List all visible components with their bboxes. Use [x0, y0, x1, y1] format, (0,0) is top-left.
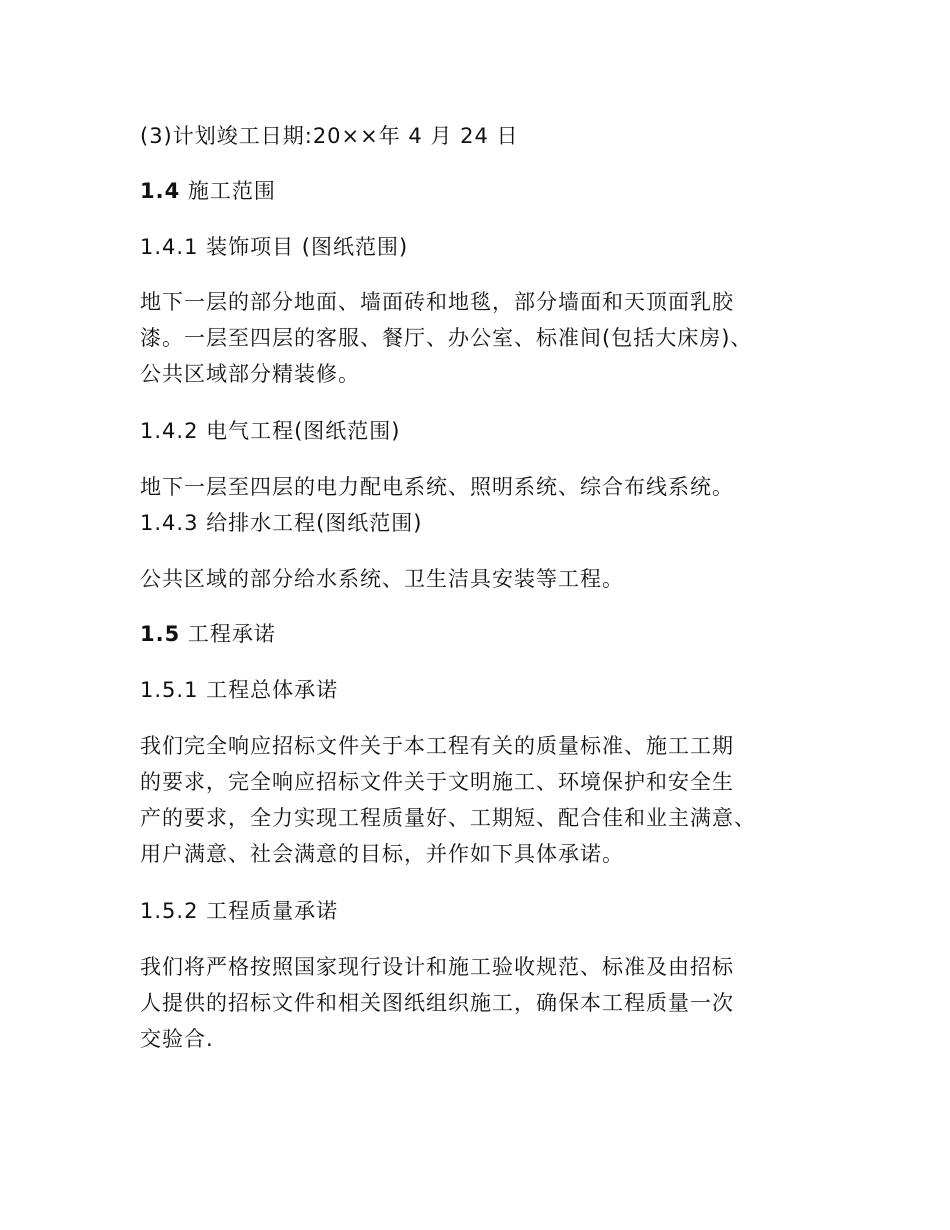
completion-date-text: (3)计划竣工日期:20××年 4 月 24 日 — [140, 124, 519, 148]
subsection-title: 1.5.1 工程总体承诺 — [140, 678, 339, 702]
subsection-title: 1.5.2 工程质量承诺 — [140, 899, 339, 923]
paragraph-line: 漆。一层至四层的客服、餐厅、办公室、标准间(包括大床房)、 — [140, 326, 753, 350]
paragraph-1-5-1 — [140, 728, 820, 872]
section-number: 1.5 — [140, 622, 181, 646]
subsection-heading-1-5-2 — [140, 893, 820, 929]
section-number: 1.4 — [140, 179, 181, 203]
paragraph-line: 的要求，完全响应招标文件关于文明施工、环境保护和安全生 — [140, 770, 734, 794]
paragraph-line: 地下一层的部分地面、墙面砖和地毯，部分墙面和天顶面乳胶 — [140, 290, 734, 314]
paragraph-line: 地下一层至四层的电力配电系统、照明系统、综合布线系统。 — [140, 475, 734, 499]
paragraph-line: 公共区域的部分给水系统、卫生洁具安装等工程。 — [140, 567, 624, 591]
paragraph-1-4-3 — [140, 561, 820, 597]
paragraph-line: 人提供的招标文件和相关图纸组织施工，确保本工程质量一次 — [140, 991, 734, 1015]
paragraph-1-5-2 — [140, 949, 820, 1057]
paragraph-line: 我们完全响应招标文件关于本工程有关的质量标准、施工工期 — [140, 734, 734, 758]
paragraph-1-4-2 — [140, 469, 820, 505]
completion-date-line — [140, 118, 820, 154]
section-heading-1-4 — [140, 173, 820, 209]
subsection-title: 1.4.2 电气工程(图纸范围) — [140, 419, 401, 443]
paragraph-line: 用户满意、社会满意的目标，并作如下具体承诺。 — [140, 842, 624, 866]
paragraph-line: 交验合. — [140, 1027, 214, 1051]
subsection-title: 1.4.3 给排水工程(图纸范围) — [140, 511, 423, 535]
subsection-heading-1-4-1 — [140, 229, 820, 265]
section-heading-1-5 — [140, 616, 820, 652]
subsection-heading-1-5-1 — [140, 672, 820, 708]
paragraph-line: 公共区域部分精装修。 — [140, 362, 360, 386]
section-title: 施工范围 — [180, 179, 276, 203]
paragraph-line: 产的要求，全力实现工程质量好、工期短、配合佳和业主满意、 — [140, 806, 756, 830]
subsection-heading-1-4-3 — [140, 505, 820, 541]
paragraph-line: 我们将严格按照国家现行设计和施工验收规范、标准及由招标 — [140, 955, 734, 979]
section-title: 工程承诺 — [180, 622, 276, 646]
subsection-heading-1-4-2 — [140, 413, 820, 449]
paragraph-1-4-1 — [140, 284, 820, 392]
subsection-title: 1.4.1 装饰项目 (图纸范围) — [140, 235, 409, 259]
